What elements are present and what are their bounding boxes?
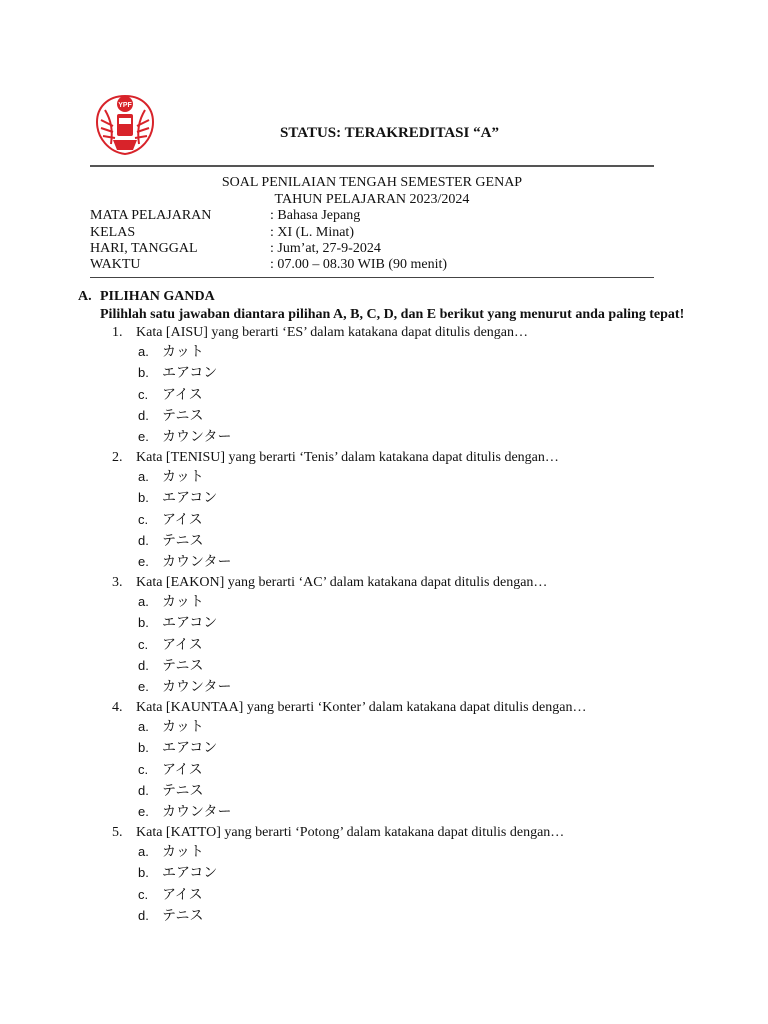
option-letter: d. bbox=[138, 408, 149, 423]
section-letter: A. bbox=[78, 289, 92, 304]
option[interactable] bbox=[138, 427, 231, 447]
option-text: アイス bbox=[162, 887, 203, 903]
option-letter: c. bbox=[138, 637, 149, 652]
option-letter: e. bbox=[138, 429, 149, 444]
question-number: 5. bbox=[112, 825, 123, 840]
exam-year: TAHUN PELAJARAN 2023/2024 bbox=[274, 192, 470, 207]
option-text: カット bbox=[162, 344, 204, 360]
option-text: カウンター bbox=[162, 429, 232, 445]
option[interactable] bbox=[138, 738, 217, 758]
question-text: Kata [EAKON] yang berarti ‘AC’ dalam katakana dapat ditulis dengan… bbox=[136, 575, 548, 590]
option[interactable] bbox=[138, 677, 231, 697]
option[interactable] bbox=[138, 760, 203, 780]
option[interactable] bbox=[138, 781, 203, 801]
option-letter: c. bbox=[138, 887, 149, 902]
exam-title: SOAL PENILAIAN TENGAH SEMESTER GENAP bbox=[221, 175, 523, 190]
status-text: STATUS: TERAKREDITASI “A” bbox=[280, 125, 499, 141]
option[interactable] bbox=[138, 385, 203, 405]
info-label: MATA PELAJARAN bbox=[90, 208, 212, 223]
option-letter: e. bbox=[138, 554, 149, 569]
option-letter: e. bbox=[138, 679, 149, 694]
option-text: カット bbox=[162, 719, 204, 735]
option-text: カット bbox=[162, 844, 204, 860]
question-text: Kata [KATTO] yang berarti ‘Potong’ dalam katakana dapat ditulis dengan… bbox=[136, 825, 565, 840]
option-letter: a. bbox=[138, 469, 149, 484]
question-5 bbox=[112, 824, 564, 842]
question-number: 4. bbox=[112, 700, 123, 715]
option[interactable] bbox=[138, 656, 203, 676]
option-text: エアコン bbox=[162, 615, 218, 631]
info-value: : Jum’at, 27-9-2024 bbox=[270, 241, 381, 256]
option[interactable] bbox=[138, 906, 203, 926]
question-1 bbox=[112, 324, 528, 342]
info-divider bbox=[90, 277, 654, 278]
option-letter: b. bbox=[138, 490, 149, 505]
option-text: アイス bbox=[162, 387, 203, 403]
logo-text: YPF bbox=[118, 102, 132, 109]
option-text: カット bbox=[162, 469, 204, 485]
option[interactable] bbox=[138, 406, 203, 426]
question-number: 2. bbox=[112, 450, 123, 465]
option-letter: c. bbox=[138, 387, 149, 402]
option[interactable] bbox=[138, 863, 217, 883]
option[interactable] bbox=[138, 613, 217, 633]
option[interactable] bbox=[138, 342, 204, 362]
option-letter: d. bbox=[138, 908, 149, 923]
option-text: カウンター bbox=[162, 804, 232, 820]
option-letter: b. bbox=[138, 865, 149, 880]
option-text: テニス bbox=[162, 783, 204, 799]
question-number: 1. bbox=[112, 325, 123, 340]
section-title: PILIHAN GANDA bbox=[100, 289, 215, 304]
option[interactable] bbox=[138, 635, 203, 655]
question-text: Kata [KAUNTAA] yang berarti ‘Konter’ dalam katakana dapat ditulis dengan… bbox=[136, 700, 587, 715]
option-letter: c. bbox=[138, 762, 149, 777]
info-label: KELAS bbox=[90, 225, 136, 240]
option-text: エアコン bbox=[162, 865, 218, 881]
option-text: テニス bbox=[162, 658, 204, 674]
info-label: WAKTU bbox=[90, 257, 141, 272]
option-letter: d. bbox=[138, 533, 149, 548]
option[interactable] bbox=[138, 592, 204, 612]
school-logo bbox=[93, 90, 157, 158]
option[interactable] bbox=[138, 510, 203, 530]
option-letter: b. bbox=[138, 615, 149, 630]
option-letter: a. bbox=[138, 344, 149, 359]
info-value: : 07.00 – 08.30 WIB (90 menit) bbox=[270, 257, 448, 272]
option-text: カウンター bbox=[162, 679, 232, 695]
header-divider bbox=[90, 165, 654, 167]
info-label: HARI, TANGGAL bbox=[90, 241, 198, 256]
option-letter: e. bbox=[138, 804, 149, 819]
option[interactable] bbox=[138, 842, 204, 862]
option-letter: a. bbox=[138, 594, 149, 609]
option[interactable] bbox=[138, 467, 204, 487]
option[interactable] bbox=[138, 885, 203, 905]
option-letter: b. bbox=[138, 740, 149, 755]
option-text: エアコン bbox=[162, 365, 218, 381]
question-text: Kata [TENISU] yang berarti ‘Tenis’ dalam katakana dapat ditulis dengan… bbox=[136, 450, 559, 465]
option-text: カット bbox=[162, 594, 204, 610]
option[interactable] bbox=[138, 363, 217, 383]
question-number: 3. bbox=[112, 575, 123, 590]
option-text: エアコン bbox=[162, 490, 218, 506]
option-letter: d. bbox=[138, 658, 149, 673]
option-letter: a. bbox=[138, 719, 149, 734]
option-text: テニス bbox=[162, 408, 204, 424]
option-letter: d. bbox=[138, 783, 149, 798]
option-letter: a. bbox=[138, 844, 149, 859]
option-text: アイス bbox=[162, 762, 203, 778]
question-2 bbox=[112, 449, 559, 467]
option[interactable] bbox=[138, 552, 231, 572]
option-text: アイス bbox=[162, 512, 203, 528]
option-letter: b. bbox=[138, 365, 149, 380]
question-3 bbox=[112, 574, 547, 592]
info-value: : Bahasa Jepang bbox=[270, 208, 361, 223]
option-text: アイス bbox=[162, 637, 203, 653]
option-text: カウンター bbox=[162, 554, 232, 570]
option-text: テニス bbox=[162, 533, 204, 549]
question-text: Kata [AISU] yang berarti ‘ES’ dalam katakana dapat ditulis dengan… bbox=[136, 325, 528, 340]
option[interactable] bbox=[138, 802, 231, 822]
option[interactable] bbox=[138, 717, 204, 737]
option-text: エアコン bbox=[162, 740, 218, 756]
option[interactable] bbox=[138, 488, 217, 508]
section-instruction: Pilihlah satu jawaban diantara pilihan A, B, C, D, dan E berikut yang menurut anda paling tepat! bbox=[100, 307, 685, 322]
option-letter: c. bbox=[138, 512, 149, 527]
question-4 bbox=[112, 699, 586, 717]
info-value: : XI (L. Minat) bbox=[270, 225, 354, 240]
option-text: テニス bbox=[162, 908, 204, 924]
option[interactable] bbox=[138, 531, 203, 551]
